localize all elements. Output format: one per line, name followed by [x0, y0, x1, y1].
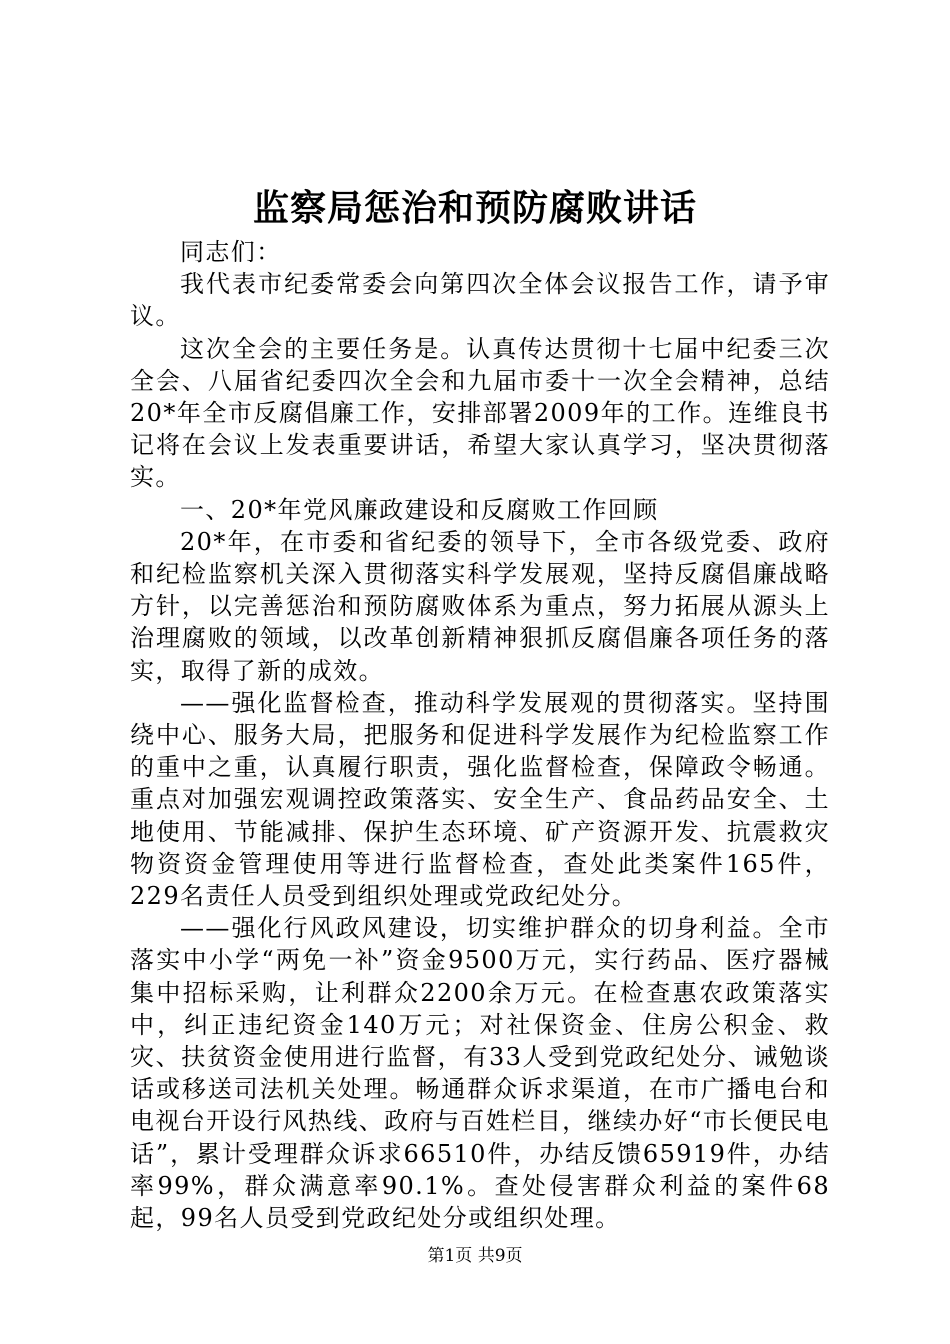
document-title: 监察局惩治和预防腐败讲话	[252, 187, 697, 229]
opening-paragraph: 我代表市纪委常委会向第四次全体会议报告工作，请予审议。	[130, 270, 830, 331]
conduct-paragraph: ——强化行风政风建设，切实维护群众的切身利益。全市落实中小学“两免一补”资金9500万元，实行药品、医疗器械集中招标采购，让利群众2200余万元。在检查惠农政策落实中，纠正违纪资金140万元；对社保资金、住房公积金、救灾、扶贫资金使用进行监督，有33人受到党政纪处分、诫勉谈话或移送司法机关处理。畅通群众诉求渠道，在市广播电台和电视台开设行风热线、政府与百姓栏目，继续办好“市长便民电话”，累计受理群众诉求66510件，办结反馈65919件，办结率99%，群众满意率90.1%。查处侵害群众利益的案件68起，99名人员受到党政纪处分或组织处理。	[130, 914, 830, 1233]
section-heading: 一、20*年党风廉政建设和反腐败工作回顾	[180, 495, 659, 524]
supervision-paragraph: ——强化监督检查，推动科学发展观的贯彻落实。坚持围绕中心、服务大局，把服务和促进科学发展作为纪检监察工作的重中之重，认真履行职责，强化监督检查，保障政令畅通。重点对加强宏观调控政策落实、安全生产、食品药品安全、土地使用、节能减排、保护生态环境、矿产资源开发、抗震救灾物资资金管理使用等进行监督检查，查处此类案件165件，229名责任人员受到组织处理或党政纪处分。	[130, 688, 830, 911]
task-paragraph: 这次全会的主要任务是。认真传达贯彻十七届中纪委三次全会、八届省纪委四次全会和九届市委十一次全会精神，总结20*年全市反腐倡廉工作，安排部署2009年的工作。连维良书记将在会议上发表重要讲话，希望大家认真学习，坚决贯彻落实。	[130, 334, 830, 492]
document-body	[130, 236, 830, 1234]
review-paragraph: 20*年，在市委和省纪委的领导下，全市各级党委、政府和纪检监察机关深入贯彻落实科学发展观，坚持反腐倡廉战略方针，以完善惩治和预防腐败体系为重点，努力拓展从源头上治理腐败的领域，以改革创新精神狠抓反腐倡廉各项任务的落实，取得了新的成效。	[130, 527, 830, 685]
salutation: 同志们：	[180, 238, 282, 266]
page-footer: 第1页 共9页	[427, 1246, 523, 1266]
